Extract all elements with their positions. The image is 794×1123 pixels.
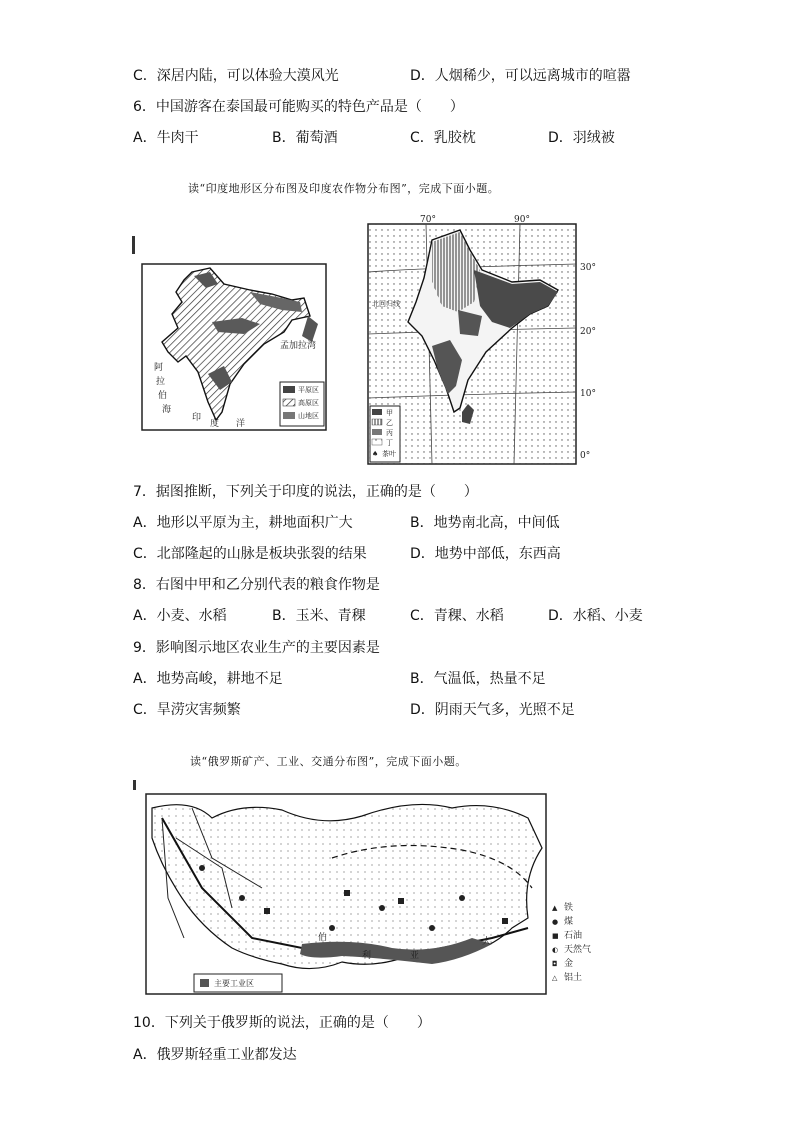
region-label-2: 利 (362, 951, 372, 961)
legend-plain: 平原区 (298, 386, 319, 394)
q10-option-a: A．俄罗斯轻重工业都发达 (133, 1047, 297, 1063)
legend-tea: 茶叶 (382, 450, 396, 458)
q7-stem: 7．据图推断，下列关于印度的说法，正确的是（ ） (133, 484, 478, 500)
india-crop-map (362, 210, 598, 472)
legend-symbol-iron: ▲ (552, 904, 558, 912)
legend-symbol-coal: ● (552, 918, 559, 926)
q9-stem: 9．影响图示地区农业生产的主要因素是 (133, 640, 380, 656)
legend-jia: 甲 (386, 409, 393, 417)
legend-mountain: 山地区 (298, 412, 319, 420)
legend-symbol-gold: ◘ (552, 960, 558, 968)
russia-map (132, 778, 552, 1000)
legend-iron: 铁 (564, 903, 574, 913)
legend-swatch-industrial (200, 979, 209, 987)
legend-swatch-ding (372, 439, 382, 445)
legend-swatch-plateau (283, 399, 295, 406)
region-label-1: 伯 (318, 933, 328, 943)
q8-option-d: D．水稻、小麦 (548, 608, 643, 624)
q9-option-b: B．气温低，热量不足 (410, 671, 546, 687)
label-arabian-1: 阿 (154, 363, 164, 373)
legend-swatch-jia (372, 409, 382, 415)
region-label-3: 亚 (410, 951, 420, 961)
q7-option-d: D．地势中部低，东西高 (410, 546, 561, 562)
label-indian-ocean-3: 洋 (236, 419, 246, 429)
q9-option-c: C．旱涝灾害频繁 (133, 702, 241, 718)
label-indian-ocean-2: 度 (210, 419, 220, 429)
label-arabian-4: 海 (162, 405, 172, 415)
q7-option-a: A．地形以平原为主，耕地面积广大 (133, 515, 353, 531)
tropic-label: 北回归线 (372, 300, 400, 308)
q7-option-b: B．地势南北高，中间低 (410, 515, 560, 531)
legend-plateau: 高原区 (298, 399, 319, 407)
q10-stem: 10．下列关于俄罗斯的说法，正确的是（ ） (133, 1015, 431, 1031)
legend-coal: 煤 (564, 917, 574, 927)
q6-stem: 6．中国游客在泰国最可能购买的特色产品是（ ） (133, 99, 464, 115)
lat-label-10: 10° (580, 389, 596, 399)
q5-option-c: C．深居内陆，可以体验大漠风光 (133, 68, 339, 84)
label-arabian-2: 拉 (156, 377, 166, 387)
legend-oil: 石油 (564, 931, 583, 941)
region-label-4: 大 (482, 937, 492, 947)
label-bay-of-bengal: 孟加拉湾 (280, 341, 317, 351)
q6-option-d: D．羽绒被 (548, 130, 615, 146)
lat-label-30: 30° (580, 263, 596, 273)
legend-yi: 乙 (386, 419, 393, 427)
lat-label-20: 20° (580, 327, 596, 337)
q8-option-c: C．青稞、水稻 (410, 608, 504, 624)
legend-symbol-gas: ◐ (552, 946, 559, 954)
legend-swatch-bing (372, 429, 382, 435)
legend-gold: 金 (564, 959, 574, 969)
lon-label-90: 90° (514, 215, 530, 225)
legend-industrial: 主要工业区 (214, 979, 254, 988)
crop-legend (370, 406, 400, 462)
lon-label-70: 70° (420, 215, 436, 225)
india-caption: 读“印度地形区分布图及印度农作物分布图”，完成下面小题。 (188, 182, 500, 195)
label-arabian-3: 伯 (158, 391, 168, 401)
q6-option-c: C．乳胶枕 (410, 130, 476, 146)
legend-bing: 丙 (386, 429, 393, 437)
q7-option-c: C．北部隆起的山脉是板块张裂的结果 (133, 546, 367, 562)
legend-swatch-mountain (283, 412, 295, 419)
russia-caption: 读“俄罗斯矿产、工业、交通分布图”，完成下面小题。 (190, 755, 467, 768)
legend-gas: 天然气 (564, 945, 592, 955)
q8-option-b: B．玉米、青稞 (272, 608, 366, 624)
q8-stem: 8．右图中甲和乙分别代表的粮食作物是 (133, 577, 380, 593)
industrial-area-legend (194, 974, 282, 992)
legend-swatch-plain (283, 386, 295, 393)
legend-bauxite: 铝土 (564, 973, 583, 983)
q5-option-d: D．人烟稀少，可以远离城市的喧嚣 (410, 68, 631, 84)
q8-option-a: A．小麦、水稻 (133, 608, 227, 624)
lat-label-0: 0° (580, 451, 591, 461)
label-indian-ocean-1: 印 (192, 413, 202, 423)
india-landform-map (132, 206, 338, 438)
q9-option-d: D．阴雨天气多，光照不足 (410, 702, 575, 718)
legend-swatch-yi (372, 419, 382, 425)
legend-symbol-oil: ■ (552, 932, 559, 940)
q6-option-b: B．葡萄酒 (272, 130, 338, 146)
legend-symbol-tea: ♠ (372, 450, 379, 458)
legend-symbol-bauxite: △ (552, 974, 558, 982)
landform-legend (280, 382, 324, 426)
q6-option-a: A．牛肉干 (133, 130, 199, 146)
legend-ding: 丁 (386, 439, 393, 447)
q9-option-a: A．地势高峻，耕地不足 (133, 671, 283, 687)
mineral-legend (550, 900, 610, 992)
